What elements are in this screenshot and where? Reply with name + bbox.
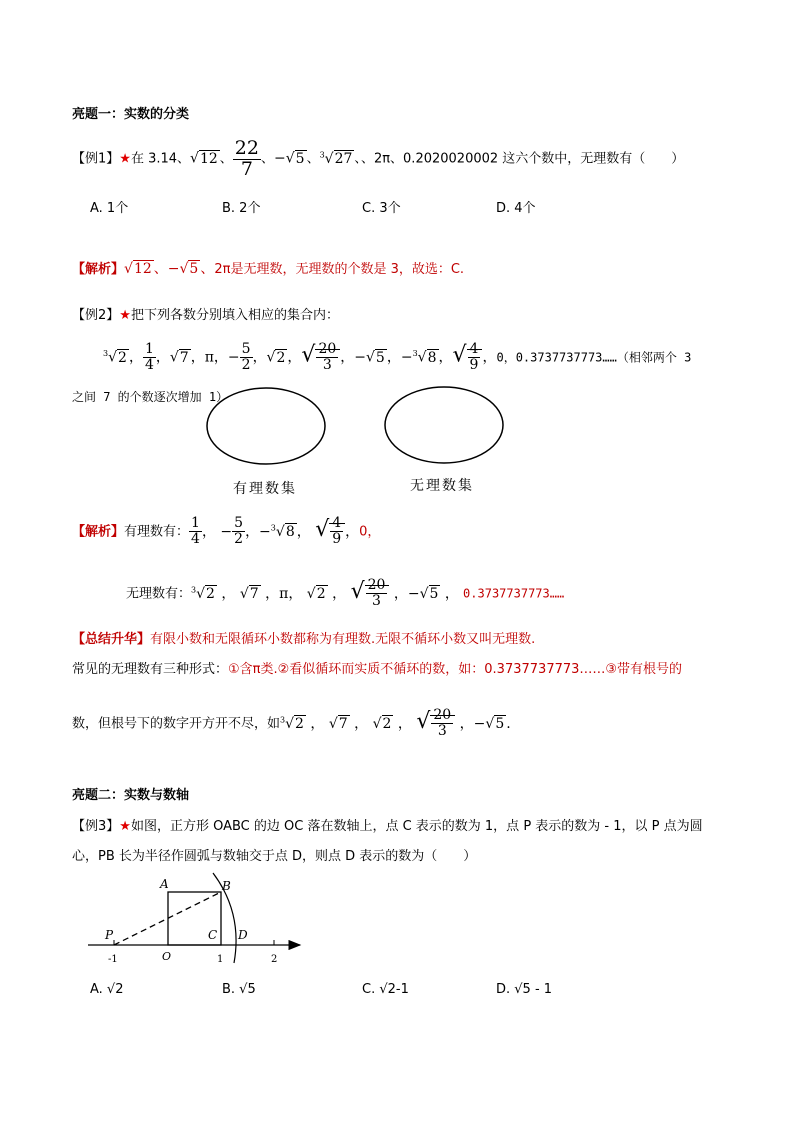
- summary-tag: 【总结升华】: [72, 632, 151, 647]
- summary-line-1: 【总结升华】有限小数和无限循环小数都称为有理数.无限不循环小数又叫无理数.: [72, 632, 536, 647]
- tick-label-2: 2: [271, 954, 278, 965]
- neg-sqrt-5: −√5: [273, 150, 305, 167]
- number-line-figure: [85, 868, 315, 968]
- tick-label-neg1: -1: [108, 954, 118, 965]
- example-1-option-c[interactable]: C. 3个: [362, 201, 401, 216]
- irrational-tail: 0.3737737773……: [463, 586, 565, 601]
- fraction-22-7: $\frac{22}{7}$: [234, 136, 259, 180]
- label-o: O: [162, 950, 172, 963]
- example-2-solution-irrational: 无理数有：$^3$√2 ， √7 ，π， √2 ， √ $\frac{20}{3}$ ，−√5 ， 0.3737737773……: [126, 577, 565, 610]
- example-3-line-2: 心，PB 长为半径作圆弧与数轴交于点 D，则点 D 表示的数为（ ）: [72, 849, 477, 864]
- star-icon: ★: [119, 819, 131, 834]
- tick-label-1: 1: [217, 954, 224, 965]
- star-icon: ★: [119, 151, 131, 167]
- example-1-tag: 【例1】: [72, 151, 120, 167]
- example-2-prompt: 把下列各数分别填入相应的集合内：: [130, 308, 339, 323]
- rational-set-label: 有理数集: [233, 481, 297, 497]
- label-b: B: [222, 879, 231, 893]
- example-1-solution-text: 2π是无理数，无理数的个数是 3，故选：C.: [214, 262, 465, 277]
- summary-line-3: 数，但根号下的数字开方开不尽，如$^3$√2 ， √7 ， √2 ， √ $\frac{20}{3}$ ，−√5 .: [72, 707, 511, 740]
- example-1-option-a[interactable]: A. 1个: [90, 201, 129, 216]
- irrational-set-label: 无理数集: [410, 478, 474, 494]
- example-1-text-before: 在 3.14、: [130, 151, 191, 167]
- sqrt-12: √12: [190, 150, 218, 167]
- solution-tag: 【解析】: [72, 262, 125, 277]
- example-2-number-list: $^3$√2 ， $\frac{1}{4}$ ，√7 ，π，− $\frac{5}{2}$ ，√2 ，√ $\frac{20}{3}$ ，−√5 ，−$^3$√8 ，√ $\frac{4}{9}$ ，0，0.3737737773……（相邻两个 3: [103, 341, 692, 374]
- set-ellipses: [195, 380, 535, 470]
- example-2-question: [72, 304, 339, 323]
- example-3-option-b[interactable]: B. √5: [222, 982, 256, 997]
- example-1-solution: 【解析】√12 、−√5 、2π是无理数，无理数的个数是 3，故选：C.: [72, 261, 465, 277]
- star-icon: ★: [119, 308, 131, 323]
- example-3-option-a[interactable]: A. √2: [90, 982, 124, 997]
- cbrt-27: $^3$√27: [319, 150, 353, 167]
- example-2-solution-rational: 【解析】有理数有： $\frac{1}{4}$ ， − $\frac{5}{2}$ ，−$^3$√8 ， √ $\frac{4}{9}$ ，0，: [72, 515, 381, 548]
- example-3-option-c[interactable]: C. √2-1: [362, 982, 409, 997]
- example-2-tail: 0，0.3737737773……（相邻两个 3: [496, 350, 692, 365]
- example-1-text-after: 、2π、0.2020020002 这六个数中，无理数有（ ）: [360, 151, 685, 167]
- irrational-label: 无理数有：: [126, 586, 192, 602]
- example-3-tag: 【例3】: [72, 819, 120, 834]
- label-a: A: [160, 877, 169, 891]
- topic-title-2: 亮题二：实数与数轴: [72, 788, 190, 803]
- rational-label: 有理数有：: [124, 524, 190, 540]
- example-1-option-d[interactable]: D. 4个: [496, 201, 536, 216]
- example-3-option-d[interactable]: D. √5 - 1: [496, 982, 553, 997]
- irrational-set-ellipse: [385, 387, 503, 463]
- example-1-question: 【例1】★在 3.14、√12 、 $\frac{22}{7}$ 、−√5 、$^3$√27 、、2π、0.2020020002 这六个数中，无理数有（ ）: [72, 136, 685, 180]
- example-3-line-1: 【例3】★如图，正方形 OABC 的边 OC 落在数轴上，点 C 表示的数为 1，点 P 表示的数为 - 1，以 P 点为圆: [72, 819, 703, 834]
- topic-title-1: 亮题一：实数的分类: [72, 107, 190, 122]
- rational-zero: 0，: [359, 524, 381, 540]
- summary-line-2: 常见的无理数有三种形式：①含π类.②看似循环而实质不循环的数，如：0.3737737773……③带有根号的: [72, 662, 683, 677]
- example-2-line2: 之间 7 的个数逐次增加 1）: [72, 390, 229, 404]
- rational-set-ellipse: [207, 388, 325, 464]
- example-2-tag: 【例2】: [72, 308, 120, 323]
- label-d: D: [238, 928, 248, 942]
- example-1-option-b[interactable]: B. 2个: [222, 201, 261, 216]
- label-p: P: [105, 928, 114, 942]
- solution-tag: 【解析】: [72, 524, 125, 540]
- label-c: C: [208, 928, 218, 942]
